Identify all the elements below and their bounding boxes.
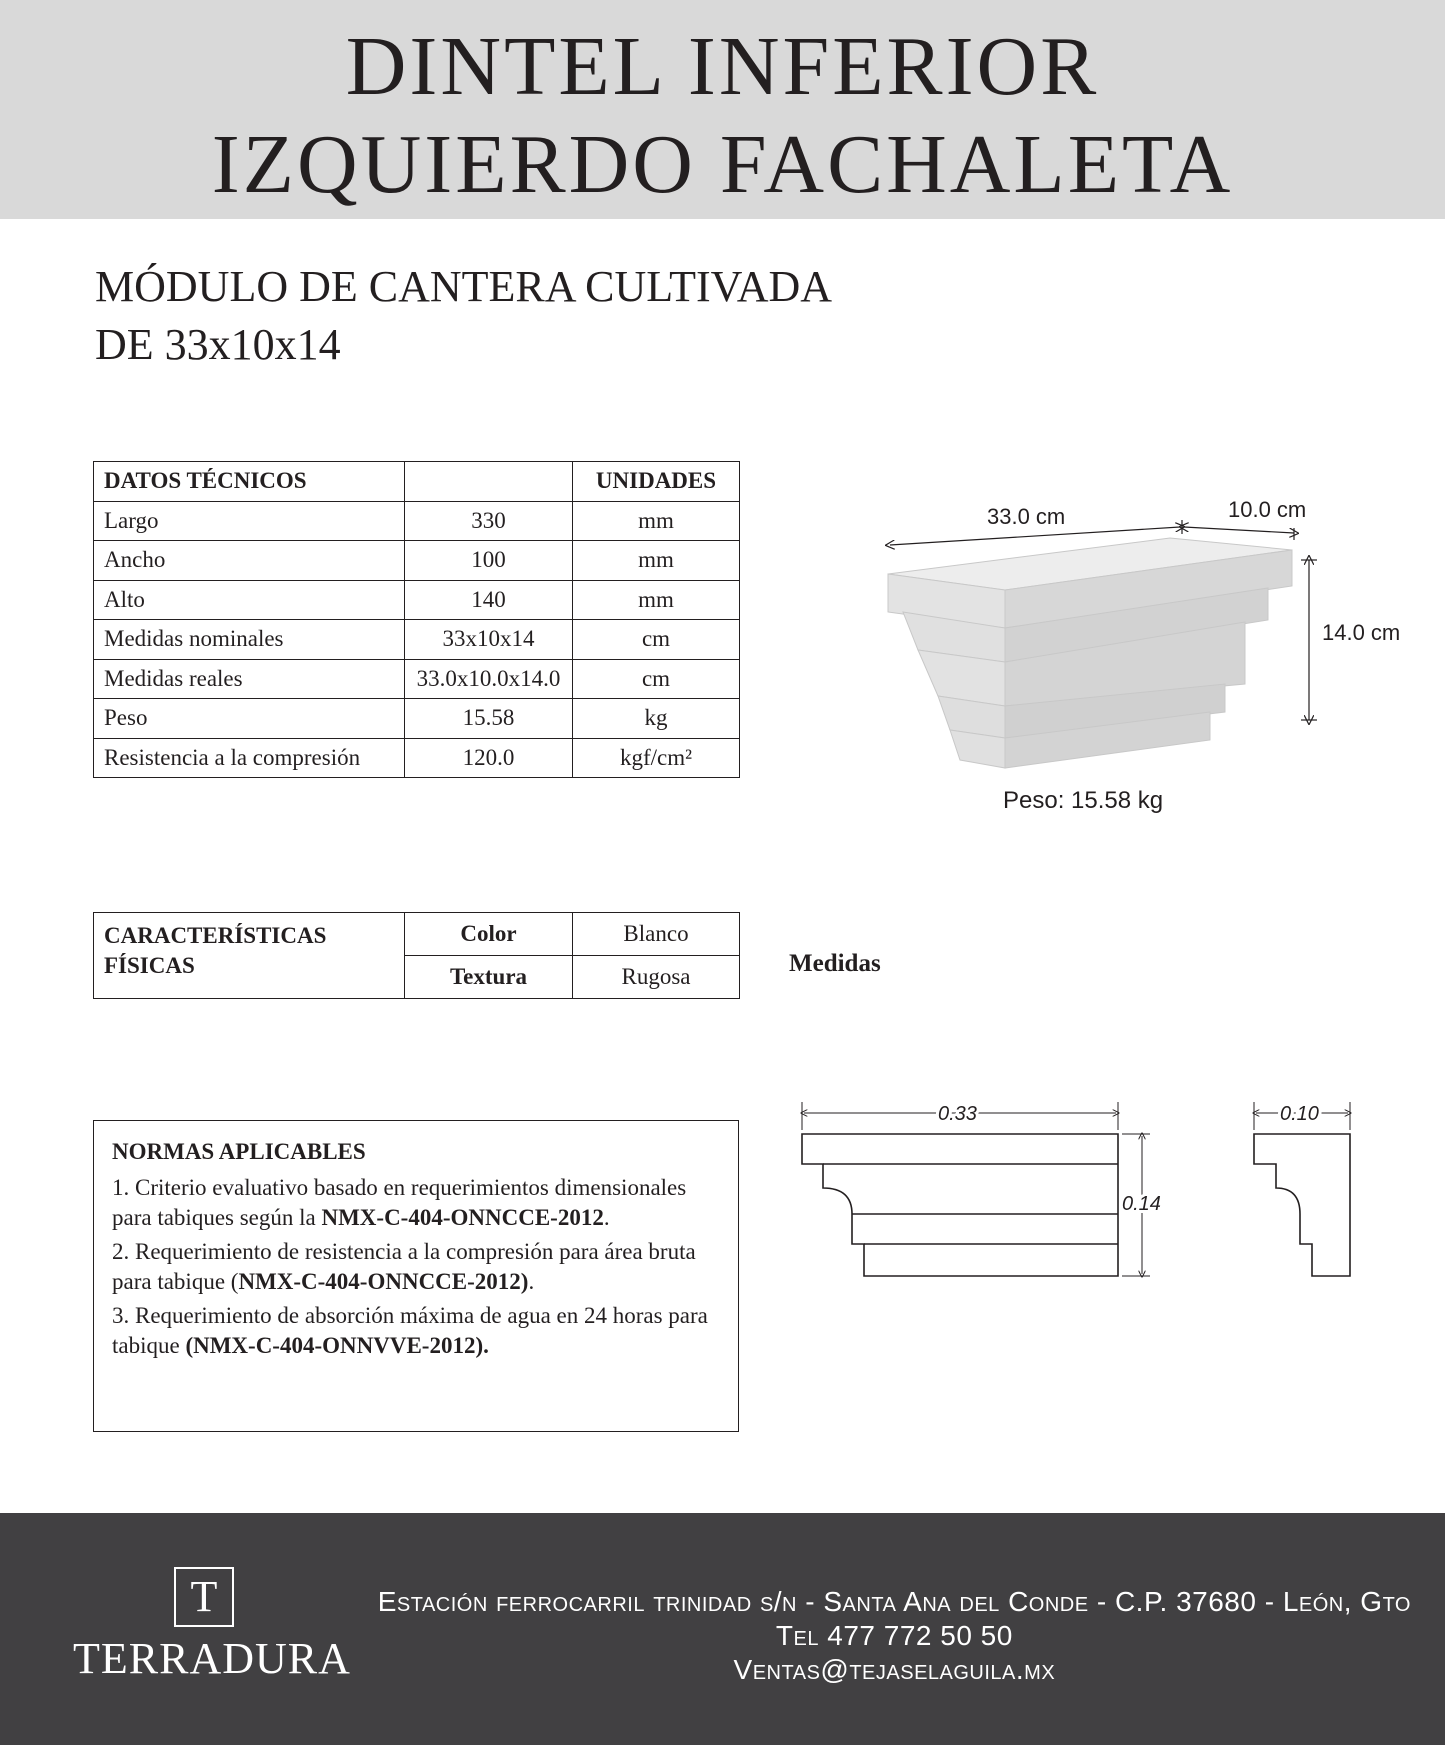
row-unit: kg [573,699,740,739]
norm-item-2-text: 2. Requerimiento de resistencia a la compresión para área bruta para tabique ( [112,1239,696,1294]
technical-data-table [93,461,740,778]
row-value: 33.0x10.0x14.0 [405,659,573,699]
norm-item-1-text: 1. Criterio evaluativo basado en requerimientos dimensionales para tabiques según la [112,1175,687,1230]
row-unit: kgf/cm² [573,738,740,778]
width-label: 10.0 cm [1228,497,1307,522]
length-label: 33.0 cm [987,504,1066,529]
texture-label: Textura [405,956,573,999]
row-value: 15.58 [405,699,573,739]
norm-item-1 [112,1173,720,1233]
medidas-label: Medidas [789,950,881,977]
norm-item-2-code: NMX-C-404-ONNCCE-2012) [238,1269,529,1294]
front-profile-drawing [802,1134,1118,1276]
color-value: Blanco [573,913,740,956]
title-line-2: IZQUIERDO FACHALETA [211,118,1234,211]
row-unit: mm [573,541,740,581]
norm-item-1-end: . [603,1205,610,1230]
front-height-label: 0.14 [1122,1193,1161,1215]
stone-block [888,538,1292,768]
subtitle-line-1: MÓDULO DE CANTERA CULTIVADA [95,262,833,311]
norms-title: NORMAS APLICABLES [112,1139,366,1164]
contact-info [378,1585,1411,1687]
side-width-label: 0.10 [1280,1103,1319,1125]
table-row [94,620,740,660]
physical-title-cell [94,913,405,999]
row-unit: cm [573,620,740,660]
row-unit: mm [573,501,740,541]
norm-item-2-end: . [528,1269,535,1294]
technical-drawings [790,1090,1365,1290]
row-unit: mm [573,580,740,620]
width-dimension-line [1184,527,1294,533]
norm-item-1-code: NMX-C-404-ONNCCE-2012 [321,1205,604,1230]
email-link[interactable]: Ventas@tejaselaguila.mx [733,1654,1056,1685]
table-row [94,580,740,620]
row-label: Resistencia a la compresión [94,738,405,778]
row-label: Medidas reales [94,659,405,699]
norm-item-3-code: (NMX-C-404-ONNVVE-2012). [185,1333,489,1358]
row-label: Peso [94,699,405,739]
brand-name: TERRADURA [73,1634,351,1683]
row-value: 100 [405,541,573,581]
brand-logo-icon: T [174,1567,234,1627]
physical-characteristics-table [93,912,740,999]
header-cell: UNIDADES [573,462,740,502]
row-value: 330 [405,501,573,541]
row-value: 140 [405,580,573,620]
physical-title-line-2: FÍSICAS [104,953,195,978]
table-row [94,659,740,699]
row-label: Ancho [94,541,405,581]
table-row [94,913,740,956]
header-cell [405,462,573,502]
norm-item-2 [112,1237,720,1297]
side-profile-drawing [1254,1134,1350,1276]
product-subtitle [95,258,832,374]
header-cell: DATOS TÉCNICOS [94,462,405,502]
table-row [94,738,740,778]
height-label: 14.0 cm [1322,620,1401,645]
phone-text: Tel 477 772 50 50 [775,1620,1013,1651]
row-value: 120.0 [405,738,573,778]
title-line-1: DINTEL INFERIOR [345,20,1100,113]
table-header-row [94,462,740,502]
norm-item-3-text: 3. Requerimiento de absorción máxima de agua en 24 horas para tabique [112,1303,708,1358]
row-label: Largo [94,501,405,541]
table-row [94,541,740,581]
row-label: Alto [94,580,405,620]
norm-item-3 [112,1301,720,1361]
front-width-label: 0.33 [938,1103,977,1125]
title-banner [0,0,1445,219]
page-title [0,0,1445,214]
applicable-norms-box [93,1120,739,1432]
footer [0,1513,1445,1745]
row-value: 33x10x14 [405,620,573,660]
weight-label: Peso: 15.58 kg [1003,787,1164,814]
address-text: Estación ferrocarril trinidad s/n - Santa Ana del Conde - C.P. 37680 - León, Gto [377,1586,1411,1617]
table-row [94,699,740,739]
row-unit: cm [573,659,740,699]
product-illustration [870,490,1430,830]
physical-title-line-1: CARACTERÍSTICAS [104,923,327,948]
row-label: Medidas nominales [94,620,405,660]
table-row [94,501,740,541]
subtitle-line-2: DE 33x10x14 [95,320,341,369]
color-label: Color [405,913,573,956]
texture-value: Rugosa [573,956,740,999]
